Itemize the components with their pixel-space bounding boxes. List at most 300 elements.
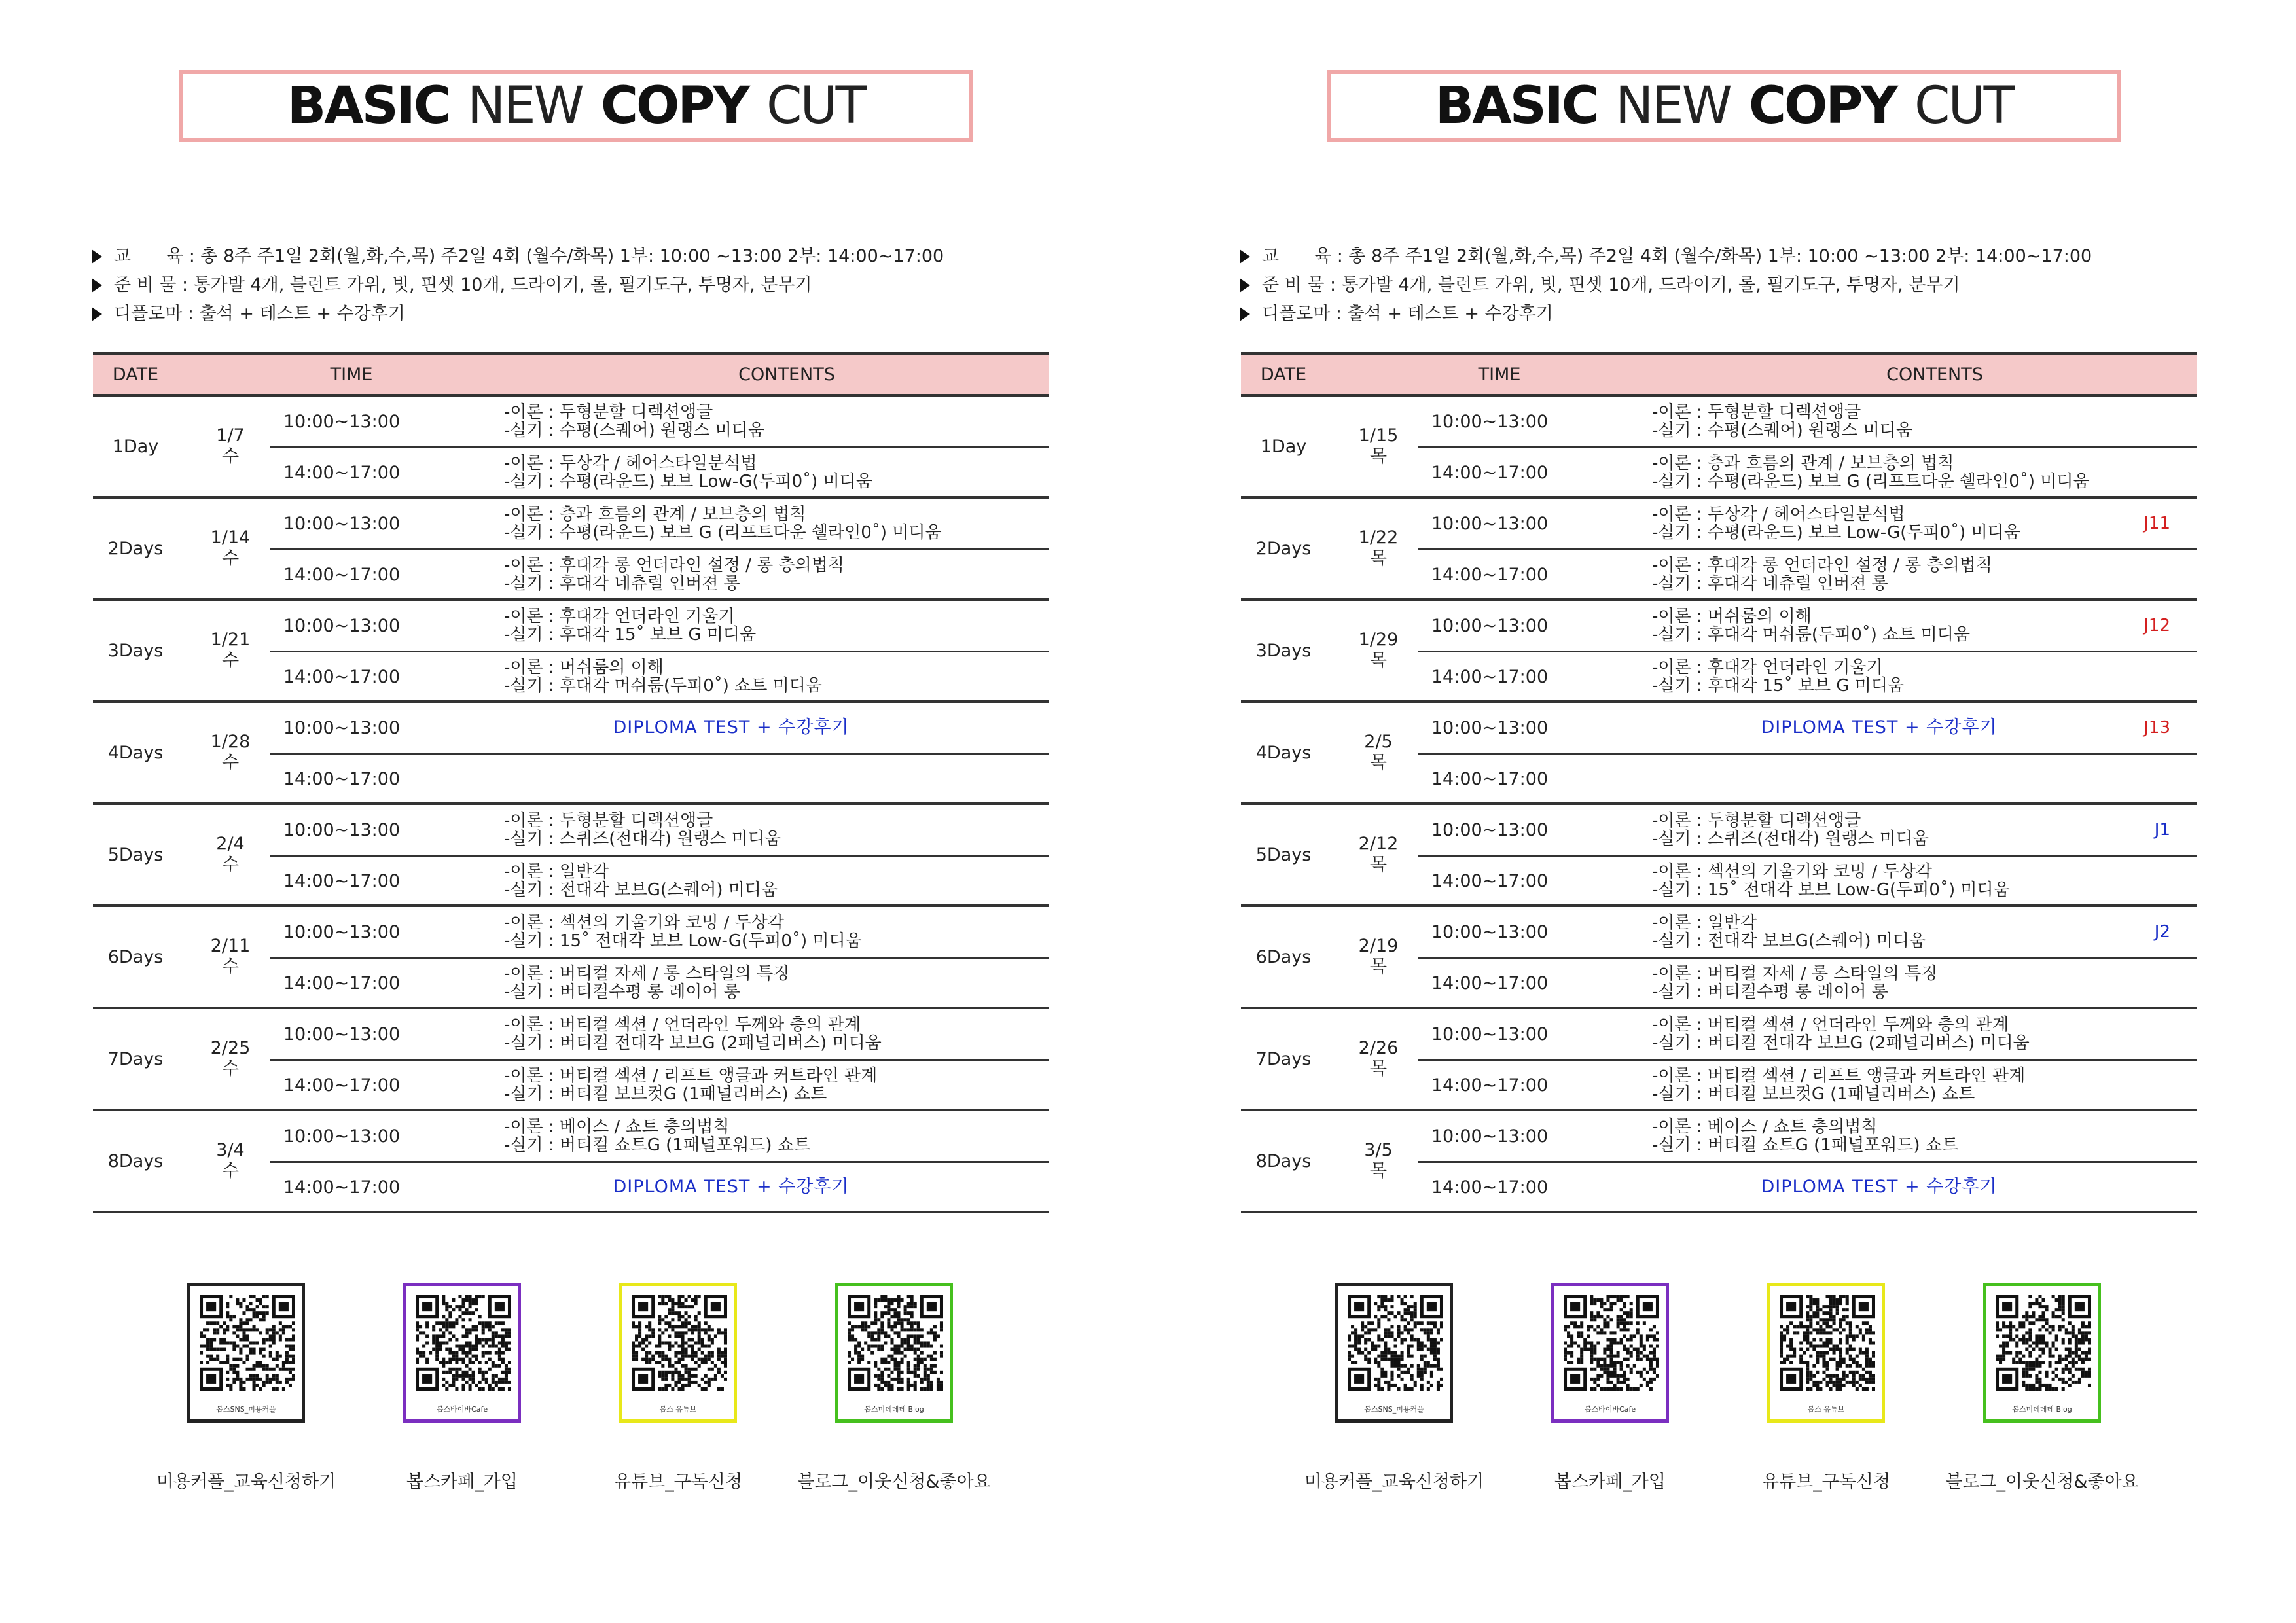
info-line xyxy=(92,271,1073,300)
weekday-value: 목 xyxy=(1369,855,1388,875)
theory-line: -이론 : 후대각 언더라인 기울기 xyxy=(1652,658,1883,677)
date-value: 2/12 xyxy=(1358,834,1399,854)
title-word-new: NEW xyxy=(467,77,583,135)
weekday-value: 목 xyxy=(1369,651,1388,671)
session-contents xyxy=(414,403,1049,440)
day-label: 1Day xyxy=(1260,436,1307,457)
title-word-copy: COPY xyxy=(600,77,749,135)
info-line xyxy=(1240,242,2221,271)
diploma-test-note: DIPLOMA TEST + 수강후기 xyxy=(1761,717,1998,738)
qr-link-label[interactable]: 봅스카페_가입 xyxy=(406,1472,518,1492)
qr-caption: 봅스SNS_미용커플 xyxy=(1364,1405,1424,1414)
theory-line: -이론 : 버티컬 자세 / 롱 스타일의 특징 xyxy=(504,964,790,984)
weekday-value: 목 xyxy=(1369,1161,1388,1181)
theory-line: -이론 : 머쉬룸의 이해 xyxy=(1652,607,1812,626)
day-label: 4Days xyxy=(1255,742,1312,763)
qr-caption: 봅스미데데데 Blog xyxy=(2012,1405,2072,1414)
session-time: 14:00~17:00 xyxy=(1431,768,1549,789)
session-morning xyxy=(1418,805,2197,857)
practice-line: -실기 : 후대각 네츄럴 인버젼 롱 xyxy=(1652,574,1888,594)
session-afternoon xyxy=(270,958,1049,1008)
session-time: 10:00~13:00 xyxy=(1431,615,1549,636)
header-time: TIME xyxy=(1478,365,1521,385)
session-morning xyxy=(1418,397,2197,448)
theory-line: -이론 : 머쉬룸의 이해 xyxy=(504,658,664,677)
day-label: 1Day xyxy=(112,436,159,457)
session-afternoon xyxy=(1418,448,2197,497)
session-time: 14:00~17:00 xyxy=(283,1177,401,1198)
session-contents xyxy=(414,1016,1049,1052)
diploma-test-note: DIPLOMA TEST + 수강후기 xyxy=(1761,1177,1998,1197)
day-label: 3Days xyxy=(1255,640,1312,661)
theory-line: -이론 : 일반각 xyxy=(504,862,609,882)
qr-code[interactable] xyxy=(835,1283,953,1423)
session-contents xyxy=(1562,1067,2197,1103)
qr-caption: 봅스 유튜브 xyxy=(1807,1405,1845,1414)
session-morning xyxy=(270,703,1049,755)
day-label: 5Days xyxy=(1255,844,1312,865)
session-contents xyxy=(414,454,1049,491)
session-afternoon xyxy=(1418,1060,2197,1110)
practice-line: -실기 : 버티컬 전대각 보브G (2패널리버스) 미디움 xyxy=(504,1033,882,1053)
weekday-value: 수 xyxy=(221,651,240,671)
theory-line: -이론 : 두형분할 디렉션앵글 xyxy=(504,402,713,422)
session-time: 10:00~13:00 xyxy=(1431,717,1549,738)
table-row xyxy=(1241,703,2197,805)
theory-line: -이론 : 버티컬 자세 / 롱 스타일의 특징 xyxy=(1652,964,1938,984)
session-time: 10:00~13:00 xyxy=(283,411,401,432)
session-time: 14:00~17:00 xyxy=(283,564,401,585)
title-word-new: NEW xyxy=(1615,77,1731,135)
info-line xyxy=(1240,271,2221,300)
session-contents xyxy=(1562,505,2197,542)
qr-code-row xyxy=(0,1283,1148,1479)
practice-line: -실기 : 후대각 네츄럴 인버젼 롱 xyxy=(504,574,740,594)
practice-line: -실기 : 버티컬 보브컷G (1패널리버스) 쇼트 xyxy=(1652,1084,1975,1104)
weekday-value: 수 xyxy=(221,957,240,977)
session-time: 10:00~13:00 xyxy=(283,513,401,534)
info-line xyxy=(92,242,1073,271)
theory-line: -이론 : 두형분할 디렉션앵글 xyxy=(504,811,713,830)
date-value: 1/29 xyxy=(1358,630,1399,650)
qr-pattern-icon xyxy=(632,1295,727,1391)
table-row xyxy=(1241,499,2197,601)
header-contents: CONTENTS xyxy=(1886,365,1983,385)
practice-line: -실기 : 15˚ 전대각 보브 Low-G(두피0˚) 미디움 xyxy=(504,931,862,951)
practice-line: -실기 : 후대각 15˚ 보브 G 미디움 xyxy=(504,625,757,645)
header-date: DATE xyxy=(1260,365,1307,385)
session-morning xyxy=(1418,601,2197,652)
date-cell xyxy=(1346,1009,1411,1109)
session-morning xyxy=(270,1009,1049,1061)
session-contents xyxy=(414,607,1049,644)
practice-line: -실기 : 전대각 보브G(스퀘어) 미디움 xyxy=(504,880,778,900)
date-value: 1/15 xyxy=(1358,425,1399,446)
theory-line: -이론 : 섹션의 기울기와 코밍 / 두상각 xyxy=(504,913,785,933)
day-label: 6Days xyxy=(1255,946,1312,967)
session-afternoon xyxy=(270,652,1049,702)
date-cell xyxy=(198,1009,263,1109)
session-contents xyxy=(414,812,1049,848)
weekday-value: 수 xyxy=(221,1161,240,1181)
theory-line: -이론 : 후대각 롱 언더라인 설정 / 롱 층의법칙 xyxy=(504,556,844,575)
day-label: 5Days xyxy=(107,844,164,865)
date-value: 3/5 xyxy=(1364,1140,1393,1160)
theory-line: -이론 : 버티컬 섹션 / 언더라인 두께와 층의 관계 xyxy=(1652,1015,2009,1035)
date-value: 2/4 xyxy=(216,834,245,854)
date-cell xyxy=(198,499,263,598)
practice-line: -실기 : 스퀴즈(전대각) 원랭스 미디움 xyxy=(504,829,781,849)
session-code: J11 xyxy=(2144,514,2170,533)
weekday-value: 수 xyxy=(221,753,240,773)
session-morning xyxy=(1418,1111,2197,1163)
table-row xyxy=(1241,1111,2197,1213)
diploma-test-note: DIPLOMA TEST + 수강후기 xyxy=(613,717,850,738)
date-cell xyxy=(198,907,263,1007)
table-row xyxy=(93,499,1049,601)
session-time: 14:00~17:00 xyxy=(283,462,401,483)
session-code: J13 xyxy=(2144,718,2170,738)
theory-line: -이론 : 두상각 / 헤어스타일분석법 xyxy=(1652,505,1905,524)
table-row xyxy=(1241,907,2197,1009)
session-contents xyxy=(1562,1118,2197,1154)
theory-line: -이론 : 두형분할 디렉션앵글 xyxy=(1652,402,1861,422)
qr-code[interactable] xyxy=(187,1283,305,1423)
date-cell xyxy=(198,601,263,700)
practice-line: -실기 : 버티컬수평 롱 레이어 롱 xyxy=(504,982,740,1002)
table-row xyxy=(93,907,1049,1009)
session-afternoon xyxy=(1418,652,2197,702)
qr-caption: 봅스SNS_미용커플 xyxy=(216,1405,276,1414)
session-contents xyxy=(414,556,1049,593)
table-row xyxy=(1241,601,2197,703)
weekday-value: 수 xyxy=(221,446,240,467)
qr-code[interactable] xyxy=(1335,1283,1453,1423)
weekday-value: 수 xyxy=(221,548,240,569)
session-time: 10:00~13:00 xyxy=(1431,819,1549,840)
qr-caption: 봅스바이바Cafe xyxy=(1584,1405,1636,1414)
date-value: 2/19 xyxy=(1358,936,1399,956)
theory-line: -이론 : 버티컬 섹션 / 언더라인 두께와 층의 관계 xyxy=(504,1015,861,1035)
session-time: 10:00~13:00 xyxy=(1431,1126,1549,1147)
title-word-cut: CUT xyxy=(766,77,865,135)
session-time: 14:00~17:00 xyxy=(1431,666,1549,687)
date-cell xyxy=(1346,601,1411,700)
title-word-copy: COPY xyxy=(1748,77,1897,135)
qr-code[interactable] xyxy=(1983,1283,2101,1423)
course-info xyxy=(92,242,1073,329)
session-afternoon xyxy=(1418,958,2197,1008)
theory-line: -이론 : 섹션의 기울기와 코밍 / 두상각 xyxy=(1652,862,1933,882)
session-morning xyxy=(1418,1009,2197,1061)
session-contents xyxy=(1562,1016,2197,1052)
qr-link-label[interactable]: 유튜브_구독신청 xyxy=(613,1472,743,1492)
date-value: 3/4 xyxy=(216,1140,245,1160)
qr-caption: 봅스바이바Cafe xyxy=(436,1405,488,1414)
session-time: 14:00~17:00 xyxy=(1431,1177,1549,1198)
session-afternoon xyxy=(270,856,1049,906)
session-morning xyxy=(270,397,1049,448)
session-contents xyxy=(1562,863,2197,899)
day-label: 8Days xyxy=(107,1150,164,1171)
qr-pattern-icon xyxy=(1564,1295,1659,1391)
session-time: 14:00~17:00 xyxy=(283,870,401,891)
title-word-basic: BASIC xyxy=(287,77,450,135)
session-time: 10:00~13:00 xyxy=(1431,921,1549,942)
day-label: 6Days xyxy=(107,946,164,967)
day-label: 7Days xyxy=(107,1048,164,1069)
theory-line: -이론 : 층과 흐름의 관계 / 보브층의 법칙 xyxy=(504,505,806,524)
info-text: 디플로마 : 출석 + 테스트 + 수강후기 xyxy=(1262,304,1553,324)
practice-line: -실기 : 수평(라운드) 보브 Low-G(두피0˚) 미디움 xyxy=(504,472,872,491)
date-cell xyxy=(198,805,263,904)
session-morning xyxy=(1418,499,2197,550)
weekday-value: 수 xyxy=(221,1059,240,1079)
session-contents xyxy=(1562,607,2197,644)
theory-line: -이론 : 베이스 / 쇼트 층의법칙 xyxy=(1652,1117,1878,1137)
session-afternoon xyxy=(1418,550,2197,599)
session-morning xyxy=(270,1111,1049,1163)
triangle-bullet-icon xyxy=(92,249,102,264)
theory-line: -이론 : 베이스 / 쇼트 층의법칙 xyxy=(504,1117,730,1137)
session-time: 10:00~13:00 xyxy=(283,921,401,942)
schedule-page-2 xyxy=(1148,0,2296,1623)
table-row xyxy=(1241,397,2197,499)
theory-line: -이론 : 일반각 xyxy=(1652,913,1757,933)
date-cell xyxy=(1346,499,1411,598)
date-value: 2/25 xyxy=(210,1038,251,1058)
session-contents xyxy=(414,658,1049,695)
session-contents xyxy=(1562,965,2197,1001)
info-text: 준 비 물 : 통가발 4개, 블런트 가위, 빗, 핀셋 10개, 드라이기, 롤, 필기도구, 투명자, 분무기 xyxy=(1262,275,1960,295)
session-time: 10:00~13:00 xyxy=(283,819,401,840)
info-text: 교 육 : 총 8주 주1일 2회(월,화,수,목) 주2일 4회 (월수/화목) 1부: 10:00 ~13:00 2부: 14:00~17:00 xyxy=(114,246,944,266)
date-value: 1/7 xyxy=(216,425,245,446)
table-header xyxy=(93,352,1049,397)
qr-code-row xyxy=(1148,1283,2296,1479)
table-row xyxy=(1241,1009,2197,1111)
triangle-bullet-icon xyxy=(1240,249,1250,264)
qr-link-label[interactable]: 미용커플_교육신청하기 xyxy=(1304,1472,1484,1492)
practice-line: -실기 : 버티컬 쇼트G (1패널포워드) 쇼트 xyxy=(504,1135,811,1155)
session-time: 14:00~17:00 xyxy=(283,666,401,687)
qr-caption: 봅스미데데데 Blog xyxy=(864,1405,924,1414)
qr-pattern-icon xyxy=(848,1295,943,1391)
session-contents xyxy=(1562,812,2197,848)
day-label: 7Days xyxy=(1255,1048,1312,1069)
session-contents xyxy=(414,505,1049,542)
session-contents xyxy=(414,1118,1049,1154)
session-time: 14:00~17:00 xyxy=(1431,972,1549,993)
session-contents xyxy=(1562,403,2197,440)
date-cell xyxy=(1346,703,1411,802)
weekday-value: 목 xyxy=(1369,446,1388,467)
date-cell xyxy=(198,397,263,496)
diploma-test-note: DIPLOMA TEST + 수강후기 xyxy=(613,1177,850,1197)
practice-line: -실기 : 스퀴즈(전대각) 원랭스 미디움 xyxy=(1652,829,1929,849)
qr-link-label[interactable]: 미용커플_교육신청하기 xyxy=(156,1472,336,1492)
session-time: 14:00~17:00 xyxy=(283,1075,401,1096)
qr-link-label[interactable]: 블로그_이웃신청&좋아요 xyxy=(1945,1472,2139,1492)
page-title xyxy=(1327,70,2121,142)
theory-line: -이론 : 층과 흐름의 관계 / 보브층의 법칙 xyxy=(1652,454,1954,473)
date-value: 2/11 xyxy=(210,936,251,956)
practice-line: -실기 : 수평(라운드) 보브 G (리프트다운 쉘라인0˚) 미디움 xyxy=(1652,472,2090,491)
title-word-cut: CUT xyxy=(1914,77,2013,135)
qr-link-label[interactable]: 봅스카페_가입 xyxy=(1554,1472,1666,1492)
session-afternoon xyxy=(270,448,1049,497)
day-label: 4Days xyxy=(107,742,164,763)
session-morning xyxy=(1418,703,2197,755)
session-afternoon xyxy=(1418,754,2197,804)
session-time: 10:00~13:00 xyxy=(1431,1024,1549,1044)
session-afternoon xyxy=(270,1162,1049,1212)
qr-code[interactable] xyxy=(1551,1283,1669,1423)
table-header xyxy=(1241,352,2197,397)
header-date: DATE xyxy=(112,365,159,385)
triangle-bullet-icon xyxy=(1240,278,1250,293)
info-line xyxy=(1240,300,2221,329)
session-contents xyxy=(1562,658,2197,695)
date-value: 1/21 xyxy=(210,630,251,650)
qr-code[interactable] xyxy=(403,1283,521,1423)
info-line xyxy=(92,300,1073,329)
session-afternoon xyxy=(270,550,1049,599)
theory-line: -이론 : 후대각 롱 언더라인 설정 / 롱 층의법칙 xyxy=(1652,556,1992,575)
table-row xyxy=(93,1009,1049,1111)
theory-line: -이론 : 후대각 언더라인 기울기 xyxy=(504,607,735,626)
practice-line: -실기 : 버티컬 쇼트G (1패널포워드) 쇼트 xyxy=(1652,1135,1959,1155)
practice-line: -실기 : 버티컬수평 롱 레이어 롱 xyxy=(1652,982,1888,1002)
header-time: TIME xyxy=(330,365,373,385)
theory-line: -이론 : 두상각 / 헤어스타일분석법 xyxy=(504,454,757,473)
session-afternoon xyxy=(1418,856,2197,906)
date-value: 2/5 xyxy=(1364,732,1393,752)
session-code: J12 xyxy=(2144,616,2170,635)
header-contents: CONTENTS xyxy=(738,365,835,385)
info-text: 디플로마 : 출석 + 테스트 + 수강후기 xyxy=(114,304,405,324)
practice-line: -실기 : 전대각 보브G(스퀘어) 미디움 xyxy=(1652,931,1926,951)
day-label: 2Days xyxy=(1255,538,1312,559)
session-contents xyxy=(414,863,1049,899)
session-time: 14:00~17:00 xyxy=(283,768,401,789)
schedule-table xyxy=(93,352,1049,1213)
table-row xyxy=(1241,805,2197,907)
practice-line: -실기 : 15˚ 전대각 보브 Low-G(두피0˚) 미디움 xyxy=(1652,880,2010,900)
title-word-basic: BASIC xyxy=(1435,77,1598,135)
day-label: 2Days xyxy=(107,538,164,559)
date-cell xyxy=(1346,907,1411,1007)
date-value: 1/22 xyxy=(1358,527,1399,548)
practice-line: -실기 : 후대각 머쉬룸(두피0˚) 쇼트 미디움 xyxy=(1652,625,1971,645)
session-contents xyxy=(1562,914,2197,950)
day-label: 8Days xyxy=(1255,1150,1312,1171)
session-time: 14:00~17:00 xyxy=(1431,564,1549,585)
table-row xyxy=(93,703,1049,805)
weekday-value: 목 xyxy=(1369,1059,1388,1079)
triangle-bullet-icon xyxy=(92,307,102,321)
practice-line: -실기 : 버티컬 전대각 보브G (2패널리버스) 미디움 xyxy=(1652,1033,2030,1053)
session-time: 10:00~13:00 xyxy=(283,1126,401,1147)
practice-line: -실기 : 후대각 15˚ 보브 G 미디움 xyxy=(1652,676,1905,696)
session-time: 10:00~13:00 xyxy=(1431,411,1549,432)
session-morning xyxy=(270,601,1049,652)
session-morning xyxy=(1418,907,2197,959)
table-row xyxy=(93,601,1049,703)
qr-pattern-icon xyxy=(1780,1295,1875,1391)
session-time: 10:00~13:00 xyxy=(283,615,401,636)
date-cell xyxy=(1346,397,1411,496)
session-time: 10:00~13:00 xyxy=(283,1024,401,1044)
theory-line: -이론 : 버티컬 섹션 / 리프트 앵글과 커트라인 관계 xyxy=(1652,1066,2026,1086)
session-code: J1 xyxy=(2154,820,2170,840)
date-value: 1/28 xyxy=(210,732,251,752)
weekday-value: 목 xyxy=(1369,957,1388,977)
date-cell xyxy=(1346,805,1411,904)
practice-line: -실기 : 버티컬 보브컷G (1패널리버스) 쇼트 xyxy=(504,1084,827,1104)
schedule-table xyxy=(1241,352,2197,1213)
practice-line: -실기 : 후대각 머쉬룸(두피0˚) 쇼트 미디움 xyxy=(504,676,823,696)
date-value: 2/26 xyxy=(1358,1038,1399,1058)
practice-line: -실기 : 수평(라운드) 보브 G (리프트다운 쉘라인0˚) 미디움 xyxy=(504,523,942,543)
qr-pattern-icon xyxy=(1996,1295,2091,1391)
session-morning xyxy=(270,907,1049,959)
weekday-value: 수 xyxy=(221,855,240,875)
weekday-value: 목 xyxy=(1369,548,1388,569)
qr-pattern-icon xyxy=(1348,1295,1443,1391)
course-info xyxy=(1240,242,2221,329)
session-contents xyxy=(414,965,1049,1001)
session-time: 14:00~17:00 xyxy=(1431,462,1549,483)
weekday-value: 목 xyxy=(1369,753,1388,773)
session-afternoon xyxy=(270,754,1049,804)
page-title xyxy=(179,70,973,142)
session-afternoon xyxy=(1418,1162,2197,1212)
table-row xyxy=(93,805,1049,907)
session-time: 10:00~13:00 xyxy=(1431,513,1549,534)
session-morning xyxy=(270,499,1049,550)
triangle-bullet-icon xyxy=(1240,307,1250,321)
session-contents xyxy=(1562,556,2197,593)
session-contents xyxy=(414,914,1049,950)
qr-pattern-icon xyxy=(200,1295,295,1391)
date-cell xyxy=(198,703,263,802)
theory-line: -이론 : 두형분할 디렉션앵글 xyxy=(1652,811,1861,830)
triangle-bullet-icon xyxy=(92,278,102,293)
date-cell xyxy=(198,1111,263,1211)
session-code: J2 xyxy=(2154,922,2170,942)
qr-link-label[interactable]: 유튜브_구독신청 xyxy=(1761,1472,1891,1492)
qr-link-label[interactable]: 블로그_이웃신청&좋아요 xyxy=(797,1472,991,1492)
date-value: 1/14 xyxy=(210,527,251,548)
day-label: 3Days xyxy=(107,640,164,661)
info-text: 준 비 물 : 통가발 4개, 블런트 가위, 빗, 핀셋 10개, 드라이기, 롤, 필기도구, 투명자, 분무기 xyxy=(114,275,812,295)
info-text: 교 육 : 총 8주 주1일 2회(월,화,수,목) 주2일 4회 (월수/화목) 1부: 10:00 ~13:00 2부: 14:00~17:00 xyxy=(1262,246,2092,266)
qr-code[interactable] xyxy=(1767,1283,1885,1423)
practice-line: -실기 : 수평(스퀘어) 원랭스 미디움 xyxy=(504,421,764,440)
qr-caption: 봅스 유튜브 xyxy=(659,1405,697,1414)
session-contents xyxy=(1562,454,2197,491)
qr-code[interactable] xyxy=(619,1283,737,1423)
table-row xyxy=(93,397,1049,499)
session-contents xyxy=(414,1067,1049,1103)
session-time: 14:00~17:00 xyxy=(283,972,401,993)
date-cell xyxy=(1346,1111,1411,1211)
session-morning xyxy=(270,805,1049,857)
qr-pattern-icon xyxy=(416,1295,511,1391)
theory-line: -이론 : 버티컬 섹션 / 리프트 앵글과 커트라인 관계 xyxy=(504,1066,878,1086)
practice-line: -실기 : 수평(스퀘어) 원랭스 미디움 xyxy=(1652,421,1912,440)
